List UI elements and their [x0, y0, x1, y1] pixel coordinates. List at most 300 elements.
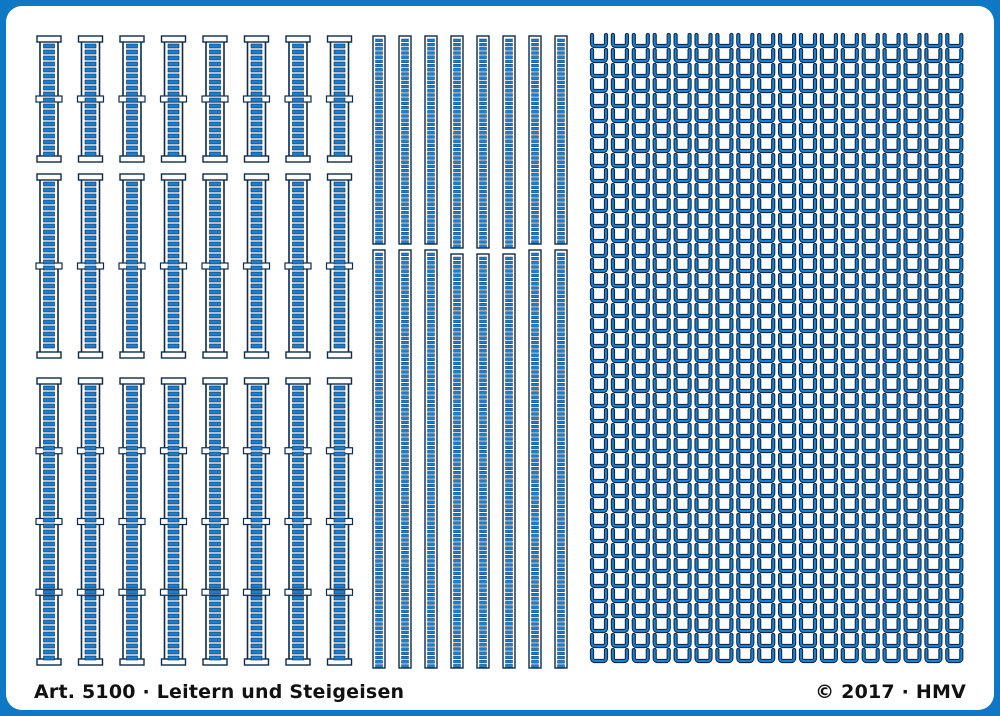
- staple: [906, 515, 920, 526]
- staple: [885, 605, 899, 616]
- staple: [717, 65, 731, 76]
- staple: [717, 230, 731, 241]
- staple: [822, 590, 836, 601]
- staple: [864, 260, 878, 271]
- photo-etch-fret: [6, 6, 994, 710]
- staple: [906, 80, 920, 91]
- short-ladder: [327, 378, 353, 665]
- staple: [613, 50, 627, 61]
- staple: [759, 560, 773, 571]
- staple: [613, 380, 627, 391]
- staple: [780, 140, 794, 151]
- staple: [801, 305, 815, 316]
- long-ladder: [399, 36, 411, 668]
- staple: [822, 350, 836, 361]
- staple: [864, 635, 878, 646]
- staple: [780, 245, 794, 256]
- staple: [676, 125, 690, 136]
- staple: [947, 320, 961, 331]
- staple: [926, 575, 940, 586]
- staple: [655, 515, 669, 526]
- staple: [843, 455, 857, 466]
- staple: [676, 230, 690, 241]
- staple: [613, 215, 627, 226]
- staple: [906, 275, 920, 286]
- staple: [822, 170, 836, 181]
- staple: [634, 245, 648, 256]
- short-ladder: [327, 174, 353, 358]
- staple: [592, 440, 606, 451]
- staple: [655, 485, 669, 496]
- staple: [738, 470, 752, 481]
- long-ladder: [503, 36, 515, 668]
- staple: [843, 35, 857, 46]
- staple: [738, 95, 752, 106]
- staple: [613, 440, 627, 451]
- staple: [676, 575, 690, 586]
- staple: [717, 200, 731, 211]
- staple: [926, 275, 940, 286]
- staple: [613, 110, 627, 121]
- staple: [780, 80, 794, 91]
- staple: [613, 95, 627, 106]
- staple: [738, 380, 752, 391]
- staple: [759, 500, 773, 511]
- staple: [906, 455, 920, 466]
- staple: [738, 605, 752, 616]
- staple: [926, 35, 940, 46]
- staple: [676, 155, 690, 166]
- staple: [655, 500, 669, 511]
- staple: [801, 320, 815, 331]
- staple: [864, 245, 878, 256]
- staple: [843, 335, 857, 346]
- staple: [926, 530, 940, 541]
- staple: [864, 350, 878, 361]
- staple: [717, 395, 731, 406]
- staple: [592, 80, 606, 91]
- staple: [780, 395, 794, 406]
- staple: [759, 200, 773, 211]
- staple: [676, 650, 690, 661]
- staple: [717, 635, 731, 646]
- staple: [822, 290, 836, 301]
- staple: [947, 50, 961, 61]
- staple: [906, 50, 920, 61]
- staple: [634, 560, 648, 571]
- staple: [885, 230, 899, 241]
- staple: [843, 530, 857, 541]
- staple: [738, 155, 752, 166]
- staple: [906, 635, 920, 646]
- staple: [676, 95, 690, 106]
- staple: [613, 200, 627, 211]
- staple: [717, 515, 731, 526]
- staple: [655, 395, 669, 406]
- staple: [634, 35, 648, 46]
- staple: [613, 155, 627, 166]
- staple: [613, 530, 627, 541]
- staple: [697, 95, 711, 106]
- staple: [592, 290, 606, 301]
- staple: [759, 455, 773, 466]
- staple: [822, 455, 836, 466]
- staple: [780, 200, 794, 211]
- staple: [634, 365, 648, 376]
- staple: [613, 350, 627, 361]
- short-ladder: [36, 378, 62, 665]
- staple: [759, 50, 773, 61]
- staple: [885, 155, 899, 166]
- staple: [864, 650, 878, 661]
- staple: [676, 425, 690, 436]
- staple: [947, 560, 961, 571]
- staple: [759, 185, 773, 196]
- staple: [801, 635, 815, 646]
- staple: [906, 560, 920, 571]
- staple: [676, 200, 690, 211]
- long-ladder: [477, 36, 489, 668]
- staple: [634, 290, 648, 301]
- staple: [676, 185, 690, 196]
- staple: [843, 635, 857, 646]
- staple: [822, 410, 836, 421]
- staple: [697, 620, 711, 631]
- staple: [822, 185, 836, 196]
- staple: [780, 515, 794, 526]
- staple: [676, 245, 690, 256]
- staple: [717, 545, 731, 556]
- staple: [947, 575, 961, 586]
- short-ladder: [161, 174, 187, 358]
- long-ladder: [373, 36, 385, 668]
- staple: [801, 155, 815, 166]
- staple: [738, 260, 752, 271]
- staple: [843, 425, 857, 436]
- staple: [717, 290, 731, 301]
- staple: [759, 65, 773, 76]
- staple: [738, 545, 752, 556]
- staple: [759, 95, 773, 106]
- staple: [717, 110, 731, 121]
- staple: [592, 470, 606, 481]
- staple: [864, 275, 878, 286]
- staple: [885, 95, 899, 106]
- staple: [738, 65, 752, 76]
- staple: [843, 155, 857, 166]
- staple: [592, 335, 606, 346]
- staple: [822, 485, 836, 496]
- staple: [759, 335, 773, 346]
- staple: [906, 440, 920, 451]
- staple: [885, 50, 899, 61]
- staple: [634, 440, 648, 451]
- staple: [592, 380, 606, 391]
- staple: [676, 620, 690, 631]
- staple: [843, 50, 857, 61]
- staple: [947, 245, 961, 256]
- staple: [655, 365, 669, 376]
- staple: [822, 380, 836, 391]
- short-ladder: [202, 174, 228, 358]
- staple: [655, 275, 669, 286]
- staple: [926, 260, 940, 271]
- staple: [780, 590, 794, 601]
- staple: [613, 575, 627, 586]
- staple: [655, 320, 669, 331]
- staple: [697, 200, 711, 211]
- staple: [947, 275, 961, 286]
- staple: [801, 35, 815, 46]
- staple: [843, 170, 857, 181]
- staple: [885, 35, 899, 46]
- staple: [906, 350, 920, 361]
- staple: [864, 230, 878, 241]
- staple: [885, 320, 899, 331]
- staple: [843, 395, 857, 406]
- staple: [613, 125, 627, 136]
- staple: [697, 215, 711, 226]
- staple: [926, 155, 940, 166]
- staple: [906, 230, 920, 241]
- staple: [759, 275, 773, 286]
- staple: [885, 470, 899, 481]
- staple: [780, 95, 794, 106]
- staple: [717, 305, 731, 316]
- staple: [780, 560, 794, 571]
- staple: [738, 140, 752, 151]
- staple: [697, 50, 711, 61]
- staple: [655, 200, 669, 211]
- staple: [822, 95, 836, 106]
- staple: [801, 125, 815, 136]
- staple: [906, 395, 920, 406]
- staple: [592, 215, 606, 226]
- staple: [676, 305, 690, 316]
- staple: [780, 335, 794, 346]
- staple: [843, 560, 857, 571]
- short-ladder: [119, 174, 145, 358]
- staple: [885, 545, 899, 556]
- staple: [947, 200, 961, 211]
- staple: [906, 425, 920, 436]
- staple: [864, 470, 878, 481]
- staple: [717, 440, 731, 451]
- staple: [613, 260, 627, 271]
- staple: [885, 455, 899, 466]
- staple: [822, 530, 836, 541]
- staple: [759, 320, 773, 331]
- staple: [885, 650, 899, 661]
- staple: [885, 575, 899, 586]
- staple: [592, 500, 606, 511]
- staple: [926, 425, 940, 436]
- staple: [738, 275, 752, 286]
- staple: [906, 575, 920, 586]
- staple: [759, 80, 773, 91]
- staple: [926, 515, 940, 526]
- staple: [738, 485, 752, 496]
- staple: [613, 230, 627, 241]
- staple: [906, 185, 920, 196]
- staple: [822, 635, 836, 646]
- staple: [676, 545, 690, 556]
- staple: [592, 230, 606, 241]
- staple: [947, 350, 961, 361]
- staple: [801, 200, 815, 211]
- staple: [822, 215, 836, 226]
- staple: [592, 275, 606, 286]
- staple: [655, 350, 669, 361]
- staple: [885, 380, 899, 391]
- staple: [864, 395, 878, 406]
- staple: [801, 575, 815, 586]
- staple: [759, 290, 773, 301]
- staple: [738, 455, 752, 466]
- staple: [864, 560, 878, 571]
- staple: [780, 410, 794, 421]
- staple: [759, 140, 773, 151]
- staple: [697, 515, 711, 526]
- staple: [947, 335, 961, 346]
- staple: [947, 185, 961, 196]
- staple: [676, 455, 690, 466]
- staple: [822, 515, 836, 526]
- staple: [676, 35, 690, 46]
- staple: [655, 170, 669, 181]
- staple: [780, 290, 794, 301]
- staple: [926, 650, 940, 661]
- short-ladder: [161, 378, 187, 665]
- staple: [655, 290, 669, 301]
- staple: [906, 305, 920, 316]
- staple: [843, 440, 857, 451]
- staple: [697, 65, 711, 76]
- staple: [738, 335, 752, 346]
- staple: [947, 635, 961, 646]
- staple: [822, 65, 836, 76]
- staple: [864, 500, 878, 511]
- staple: [780, 185, 794, 196]
- staple: [592, 110, 606, 121]
- staple: [822, 50, 836, 61]
- staple: [759, 410, 773, 421]
- staple: [717, 470, 731, 481]
- staple: [780, 530, 794, 541]
- short-ladder: [78, 36, 104, 162]
- staple: [947, 80, 961, 91]
- staple: [592, 620, 606, 631]
- staple: [655, 470, 669, 481]
- staple: [885, 620, 899, 631]
- staple: [697, 110, 711, 121]
- staple: [759, 35, 773, 46]
- staple: [697, 335, 711, 346]
- staple: [801, 275, 815, 286]
- staple: [801, 350, 815, 361]
- staple: [592, 515, 606, 526]
- staple: [885, 350, 899, 361]
- staple: [592, 140, 606, 151]
- staple: [697, 290, 711, 301]
- staple: [738, 320, 752, 331]
- staple: [759, 350, 773, 361]
- staple: [864, 125, 878, 136]
- staple: [655, 95, 669, 106]
- staple: [717, 650, 731, 661]
- staple: [634, 215, 648, 226]
- staple: [738, 230, 752, 241]
- staple: [926, 440, 940, 451]
- staple: [843, 305, 857, 316]
- copyright-text: © 2017 · HMV: [815, 681, 966, 703]
- staple: [885, 500, 899, 511]
- staple: [717, 95, 731, 106]
- staple: [697, 185, 711, 196]
- short-ladder: [161, 36, 187, 162]
- staple: [906, 530, 920, 541]
- staple: [697, 485, 711, 496]
- staple: [947, 455, 961, 466]
- staple: [717, 170, 731, 181]
- staple: [947, 365, 961, 376]
- staple: [592, 50, 606, 61]
- staple: [864, 605, 878, 616]
- staple: [801, 395, 815, 406]
- staple: [634, 230, 648, 241]
- staple: [613, 470, 627, 481]
- staple: [864, 50, 878, 61]
- staple: [843, 410, 857, 421]
- staple: [864, 80, 878, 91]
- staple: [780, 545, 794, 556]
- staple: [947, 515, 961, 526]
- staple: [926, 365, 940, 376]
- staple: [613, 185, 627, 196]
- staple: [697, 410, 711, 421]
- long-ladder: [529, 36, 541, 668]
- staple: [655, 155, 669, 166]
- staple: [759, 245, 773, 256]
- staple: [717, 455, 731, 466]
- staple: [676, 110, 690, 121]
- staple: [592, 650, 606, 661]
- staple: [864, 365, 878, 376]
- staple: [843, 500, 857, 511]
- staple: [947, 605, 961, 616]
- staple: [759, 635, 773, 646]
- staple: [676, 170, 690, 181]
- short-ladder: [78, 378, 104, 665]
- staple: [801, 530, 815, 541]
- staple: [801, 290, 815, 301]
- staple: [947, 125, 961, 136]
- staple: [843, 620, 857, 631]
- staple: [780, 350, 794, 361]
- staple: [801, 425, 815, 436]
- staple: [843, 515, 857, 526]
- staple: [926, 410, 940, 421]
- staple: [822, 605, 836, 616]
- staple: [801, 80, 815, 91]
- staple: [780, 635, 794, 646]
- staple: [780, 500, 794, 511]
- staple: [780, 305, 794, 316]
- short-ladder: [244, 378, 270, 665]
- staple: [843, 590, 857, 601]
- staple: [655, 545, 669, 556]
- staple: [885, 590, 899, 601]
